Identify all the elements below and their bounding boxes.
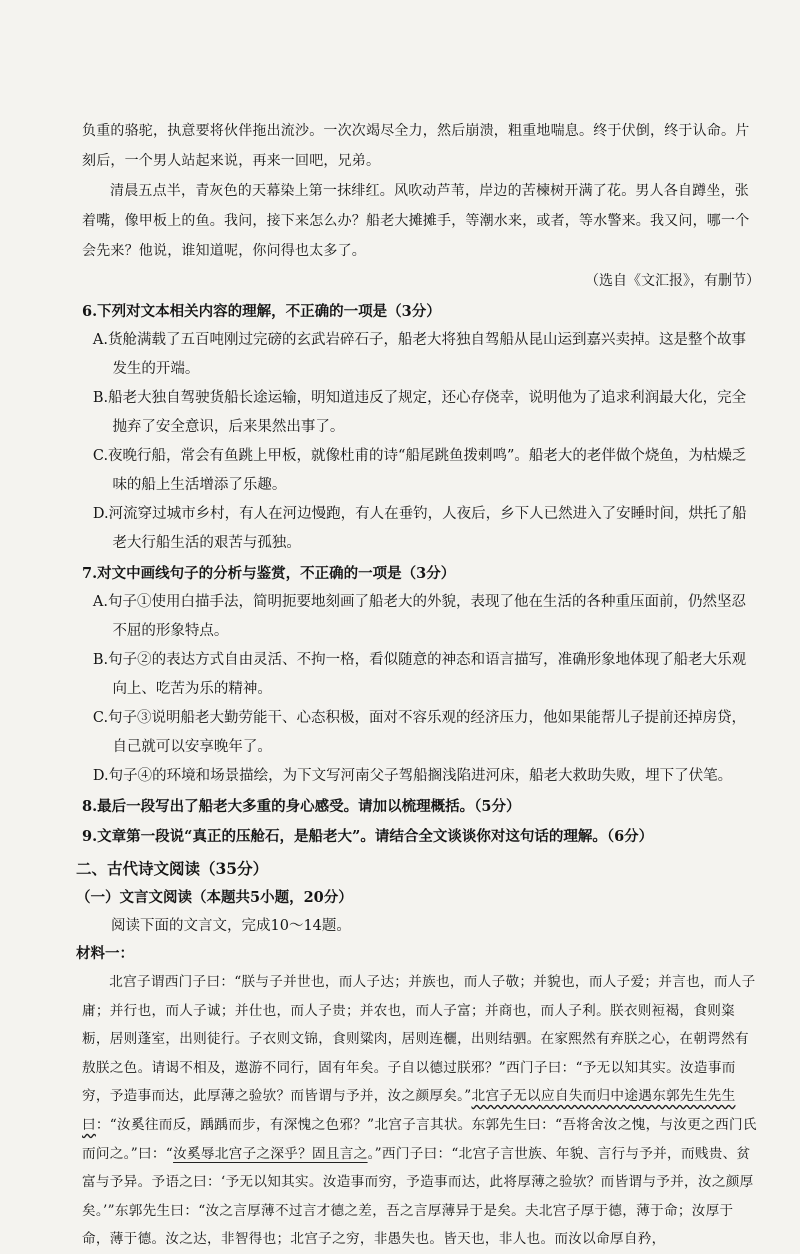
classical-text-part-a: 北宫子谓西门子曰：“朕与子并世也，而人子达；并族也，而人子敬；并貌也，而人子爱；并言也，而人子庸；并行也，而人子诚；并仕也，而人子贵；并农也，而人子富；并商也，而人子利。朕衣则裋褐，食则粢粝，居则蓬室，出则徒行。子衣则文锦，食则粱肉，居则连欐，出则结驷。在家熙然有弃朕之心，在朝谔然有敖朕之色。请谒不相及，遨游不同行，固有年矣。子自以德过朕邪？”西门子曰：“予无以知其实。汝造事而穷，予造事而达，此厚薄之验欤？而皆谓与予并，汝之颜厚矣。”: [82, 974, 756, 1105]
q6-option-d: D.河流穿过城市乡村，有人在河边慢跑，有人在垂钓，人夜后，乡下人已然进入了安睡时间，烘托了船老大行船生活的艰苦与孤独。: [92, 506, 747, 551]
wavy-underlined-sentence: 北宫子无以应自失而归中途遇东郭先生先生曰: [82, 1088, 736, 1133]
section-title: 二、古代诗文阅读（35分）: [76, 859, 269, 878]
material-label: 材料一：: [76, 945, 134, 962]
q6-option-c: C.夜晚行船，常会有鱼跳上甲板，就像杜甫的诗“船尾跳鱼拨剌鸣”。船老大的老伴做个烧鱼，为枯燥乏味的船上生活增添了乐趣。: [92, 448, 747, 493]
question-7-stem: 7.对文中画线句子的分析与鉴赏，不正确的一项是（3分）: [82, 565, 456, 582]
reading-instruction: 阅读下面的文言文，完成10～14题。: [111, 918, 351, 934]
source-note: （选自《文汇报》，有删节）: [585, 273, 760, 289]
classical-text-part-c: 。”西门子曰：“北宫子言世族、年貌、言行与予并，而贱贵、贫富与予异。予语之曰：‘予无以知其实。汝造事而穷，予造事而达，此将厚薄之验欤？而皆谓与予并，汝之颜厚矣。’”东郭先生曰：“汝之言厚薄不过言才德之差，吾之言厚薄异于是矣。夫北宫子厚于德，薄于命；汝厚于命，薄于德。汝之达，非智得也；北宫子之穷，非愚失也。皆天也，非人也。而汝以命厚自矜，: [82, 1145, 754, 1248]
classical-text-part-b: ：“汝奚往而反，踽踽而步，有深愧之色邪？”北宫子言其状。东郭先生曰：“吾将舍汝之愧，与汝更之西门氏而问之。”曰：“: [82, 1116, 757, 1162]
story-paragraph: 清晨五点半，青灰色的天幕染上第一抹绯红。风吹动芦苇，岸边的苦楝树开满了花。男人各自蹲坐，张着嘴，像甲板上的鱼。我问，接下来怎么办？船老大摊摊手，等潮水来，或者，等水警来。我又问，哪一个会先来？他说，谁知道呢，你问得也太多了。: [82, 183, 750, 259]
subsection-title: （一）文言文阅读（本题共5小题，20分）: [76, 889, 353, 906]
q7-option-a: A.句子①使用白描手法，简明扼要地刻画了船老大的外貌，表现了他在生活的各种重压面前，仍然坚忍不屈的形象特点。: [92, 594, 746, 639]
question-8: 8.最后一段写出了船老大多重的身心感受。请加以梳理概括。（5分）: [82, 798, 521, 815]
q6-option-b: B.船老大独自驾驶货船长途运输，明知道违反了规定，还心存侥幸，说明他为了追求利润最大化，完全抛弃了安全意识，后来果然出事了。: [92, 390, 747, 435]
q7-option-b: B.句子②的表达方式自由灵活、不拘一格，看似随意的神态和语言描写，准确形象地体现了船老大乐观向上、吃苦为乐的精神。: [92, 652, 747, 697]
question-9: 9.文章第一段说“真正的压舱石，是船老大”。请结合全文谈谈你对这句话的理解。（6分）: [82, 828, 654, 845]
q7-option-d: D.句子④的环境和场景描绘，为下文写河南父子驾船搁浅陷进河床，船老大救助失败，埋下了伏笔。: [92, 768, 733, 784]
q6-option-a: A.货舱满载了五百吨刚过完磅的玄武岩碎石子，船老大将独自驾船从昆山运到嘉兴卖掉。这是整个故事发生的开端。: [92, 332, 746, 377]
question-6-stem: 6.下列对文本相关内容的理解，不正确的一项是（3分）: [82, 303, 441, 320]
story-paragraph: 负重的骆驼，执意要将伙伴拖出流沙。一次次竭尽全力，然后崩溃，粗重地喘息。终于伏倒，终于认命。片刻后，一个男人站起来说，再来一回吧，兄弟。: [82, 123, 750, 169]
classical-text: [82, 968, 760, 1254]
q7-option-c: C.句子③说明船老大勤劳能干、心态积极，面对不容乐观的经济压力，他如果能帮儿子提前还掉房贷，自己就可以安享晚年了。: [92, 710, 747, 755]
underlined-sentence: 汝奚辱北宫子之深乎？固且言之: [173, 1145, 368, 1162]
